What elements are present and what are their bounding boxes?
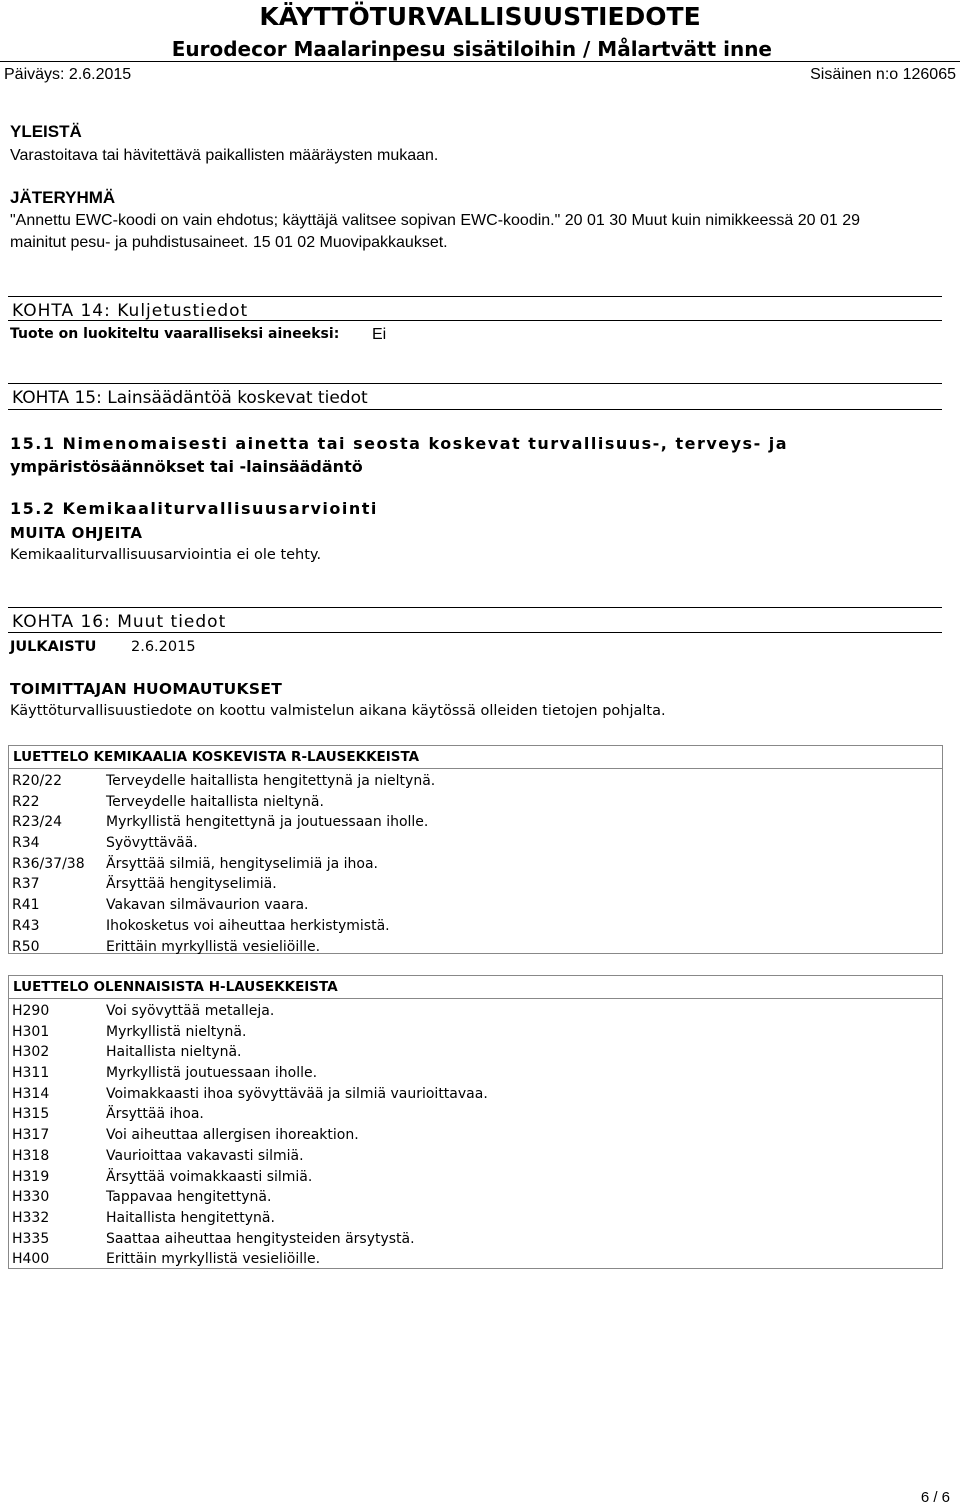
r-phrases-box bbox=[8, 745, 943, 954]
phrase-row bbox=[12, 1249, 942, 1270]
section-16-top-rule bbox=[8, 607, 942, 608]
dangerous-goods-label: Tuote on luokiteltu vaaralliseksi aineeksi: bbox=[10, 326, 340, 342]
phrase-code: H301 bbox=[12, 1023, 50, 1040]
section-14-title: KOHTA 14: Kuljetustiedot bbox=[12, 301, 249, 321]
section-15-1-title-line-1: 15.1 Nimenomaisesti ainetta tai seosta koskevat turvallisuus-, terveys- ja bbox=[10, 434, 789, 453]
section-16-title: KOHTA 16: Muut tiedot bbox=[12, 612, 227, 632]
section-15-bottom-rule bbox=[8, 409, 942, 410]
phrase-code: H317 bbox=[12, 1127, 50, 1144]
section-15-1-title-line-2: ympäristösäännökset tai -lainsäädäntö bbox=[10, 457, 363, 476]
supplier-notes-text: Käyttöturvallisuustiedote on koottu valmistelun aikana käytössä olleiden tietojen pohjalta. bbox=[10, 703, 666, 719]
phrase-text: Terveydelle haitallista hengitettynä ja nieltynä. bbox=[106, 773, 436, 789]
document-title: KÄYTTÖTURVALLISUUSTIEDOTE bbox=[259, 2, 701, 31]
internal-number-value: 126065 bbox=[902, 66, 956, 83]
other-instructions-text: Kemikaaliturvallisuusarviointia ei ole tehty. bbox=[10, 547, 322, 563]
phrase-code: R36/37/38 bbox=[12, 855, 85, 872]
phrase-row bbox=[12, 1146, 942, 1167]
phrase-row bbox=[12, 854, 942, 875]
phrase-code: H400 bbox=[12, 1251, 50, 1268]
published-date: 2.6.2015 bbox=[131, 639, 196, 655]
phrase-row bbox=[12, 1104, 942, 1125]
internal-number-row bbox=[810, 66, 956, 84]
phrase-code: H330 bbox=[12, 1189, 50, 1206]
phrase-text: Haitallista nieltynä. bbox=[106, 1044, 242, 1061]
supplier-notes-heading: TOIMITTAJAN HUOMAUTUKSET bbox=[10, 680, 283, 698]
phrase-code: H314 bbox=[12, 1085, 50, 1102]
phrase-row bbox=[12, 1187, 942, 1208]
phrase-text: Voimakkaasti ihoa syövyttävää ja silmiä vaurioittavaa. bbox=[106, 1085, 488, 1102]
phrase-row bbox=[12, 792, 942, 813]
section-14-top-rule bbox=[8, 296, 942, 297]
phrase-code: H290 bbox=[12, 1003, 50, 1019]
section-15-title: KOHTA 15: Lainsäädäntöä koskevat tiedot bbox=[12, 388, 368, 408]
phrase-code: H302 bbox=[12, 1044, 50, 1061]
phrase-row bbox=[12, 916, 942, 937]
phrase-code: R20/22 bbox=[12, 773, 63, 789]
phrase-row bbox=[12, 1001, 942, 1022]
section-14-bottom-rule bbox=[8, 320, 942, 321]
section-16-bottom-rule bbox=[8, 632, 942, 633]
phrase-code: H311 bbox=[12, 1065, 50, 1082]
h-phrases-heading: LUETTELO OLENNAISISTA H-LAUSEKKEISTA bbox=[9, 976, 942, 999]
phrase-text: Myrkyllistä joutuessaan iholle. bbox=[106, 1065, 318, 1082]
phrase-text: Saattaa aiheuttaa hengitysteiden ärsytystä. bbox=[106, 1230, 415, 1247]
phrase-code: H315 bbox=[12, 1106, 50, 1123]
phrase-text: Erittäin myrkyllistä vesieliöille. bbox=[106, 938, 321, 955]
phrase-text: Myrkyllistä nieltynä. bbox=[106, 1023, 247, 1040]
phrase-row bbox=[12, 895, 942, 916]
phrase-code: H335 bbox=[12, 1230, 50, 1247]
waste-group-line-1: "Annettu EWC-koodi on vain ehdotus; käyttäjä valitsee sopivan EWC-koodin." 20 01 30 Muut kuin nimikkeessä 20 01 29 bbox=[10, 212, 861, 229]
phrase-text: Ärsyttää voimakkaasti silmiä. bbox=[106, 1168, 313, 1185]
general-heading: YLEISTÄ bbox=[10, 122, 82, 141]
phrase-row bbox=[12, 1167, 942, 1188]
other-instructions-heading: MUITA OHJEITA bbox=[10, 524, 143, 542]
phrase-text: Myrkyllistä hengitettynä ja joutuessaan iholle. bbox=[106, 814, 429, 831]
phrase-row bbox=[12, 1125, 942, 1146]
phrase-text: Ärsyttää hengityselimiä. bbox=[106, 876, 277, 893]
phrase-text: Tappavaa hengitettynä. bbox=[106, 1189, 272, 1206]
header-divider bbox=[0, 61, 960, 62]
phrase-text: Ihokosketus voi aiheuttaa herkistymistä. bbox=[106, 917, 390, 934]
date-value: 2.6.2015 bbox=[68, 66, 132, 83]
phrase-row bbox=[12, 937, 942, 958]
phrase-code: H319 bbox=[12, 1168, 50, 1185]
phrase-text: Erittäin myrkyllistä vesieliöille. bbox=[106, 1251, 321, 1268]
phrase-row bbox=[12, 1042, 942, 1063]
internal-number-label: Sisäinen n:o bbox=[810, 66, 899, 83]
phrase-row bbox=[12, 1022, 942, 1043]
section-15-top-rule bbox=[8, 383, 942, 384]
r-phrases-heading: LUETTELO KEMIKAALIA KOSKEVISTA R-LAUSEKKEISTA bbox=[9, 746, 942, 769]
phrase-row bbox=[12, 833, 942, 854]
date-row bbox=[4, 66, 131, 84]
phrase-row bbox=[12, 812, 942, 833]
date-label: Päiväys: bbox=[4, 66, 65, 83]
published-label: JULKAISTU bbox=[10, 639, 97, 655]
phrase-code: R50 bbox=[12, 938, 40, 955]
dangerous-goods-value: Ei bbox=[372, 326, 387, 343]
phrase-row bbox=[12, 1063, 942, 1084]
phrase-row bbox=[12, 1208, 942, 1229]
phrase-row bbox=[12, 874, 942, 895]
phrase-text: Voi aiheuttaa allergisen ihoreaktion. bbox=[106, 1127, 359, 1144]
section-15-2-title: 15.2 Kemikaaliturvallisuusarviointi bbox=[10, 499, 378, 518]
phrase-text: Ärsyttää ihoa. bbox=[106, 1106, 204, 1123]
phrase-text: Voi syövyttää metalleja. bbox=[106, 1003, 275, 1019]
phrase-code: H332 bbox=[12, 1209, 50, 1226]
phrase-text: Vaurioittaa vakavasti silmiä. bbox=[106, 1147, 304, 1164]
phrase-code: R37 bbox=[12, 876, 40, 893]
phrase-row bbox=[12, 1229, 942, 1250]
page-number: 6 / 6 bbox=[920, 1489, 950, 1506]
phrase-code: H318 bbox=[12, 1147, 50, 1164]
product-name: Eurodecor Maalarinpesu sisätiloihin / Målartvätt inne bbox=[171, 37, 772, 61]
phrase-text: Vakavan silmävaurion vaara. bbox=[106, 897, 309, 914]
phrase-code: R22 bbox=[12, 793, 40, 810]
phrase-text: Haitallista hengitettynä. bbox=[106, 1209, 275, 1226]
waste-group-heading: JÄTERYHMÄ bbox=[10, 188, 116, 207]
h-phrases-box bbox=[8, 975, 943, 1269]
phrase-text: Ärsyttää silmiä, hengityselimiä ja ihoa. bbox=[106, 855, 379, 872]
general-text: Varastoitava tai hävitettävä paikallisten määräysten mukaan. bbox=[10, 147, 439, 164]
phrase-code: R43 bbox=[12, 917, 40, 934]
waste-group-line-2: mainitut pesu- ja puhdistusaineet. 15 01 02 Muovipakkaukset. bbox=[10, 234, 448, 251]
h-phrases-list bbox=[9, 999, 942, 1270]
r-phrases-list bbox=[9, 769, 942, 957]
phrase-code: R34 bbox=[12, 835, 40, 852]
phrase-text: Terveydelle haitallista nieltynä. bbox=[106, 793, 324, 810]
phrase-text: Syövyttävää. bbox=[106, 835, 198, 852]
phrase-code: R41 bbox=[12, 897, 40, 914]
phrase-row bbox=[12, 771, 942, 792]
phrase-row bbox=[12, 1084, 942, 1105]
phrase-code: R23/24 bbox=[12, 814, 63, 831]
